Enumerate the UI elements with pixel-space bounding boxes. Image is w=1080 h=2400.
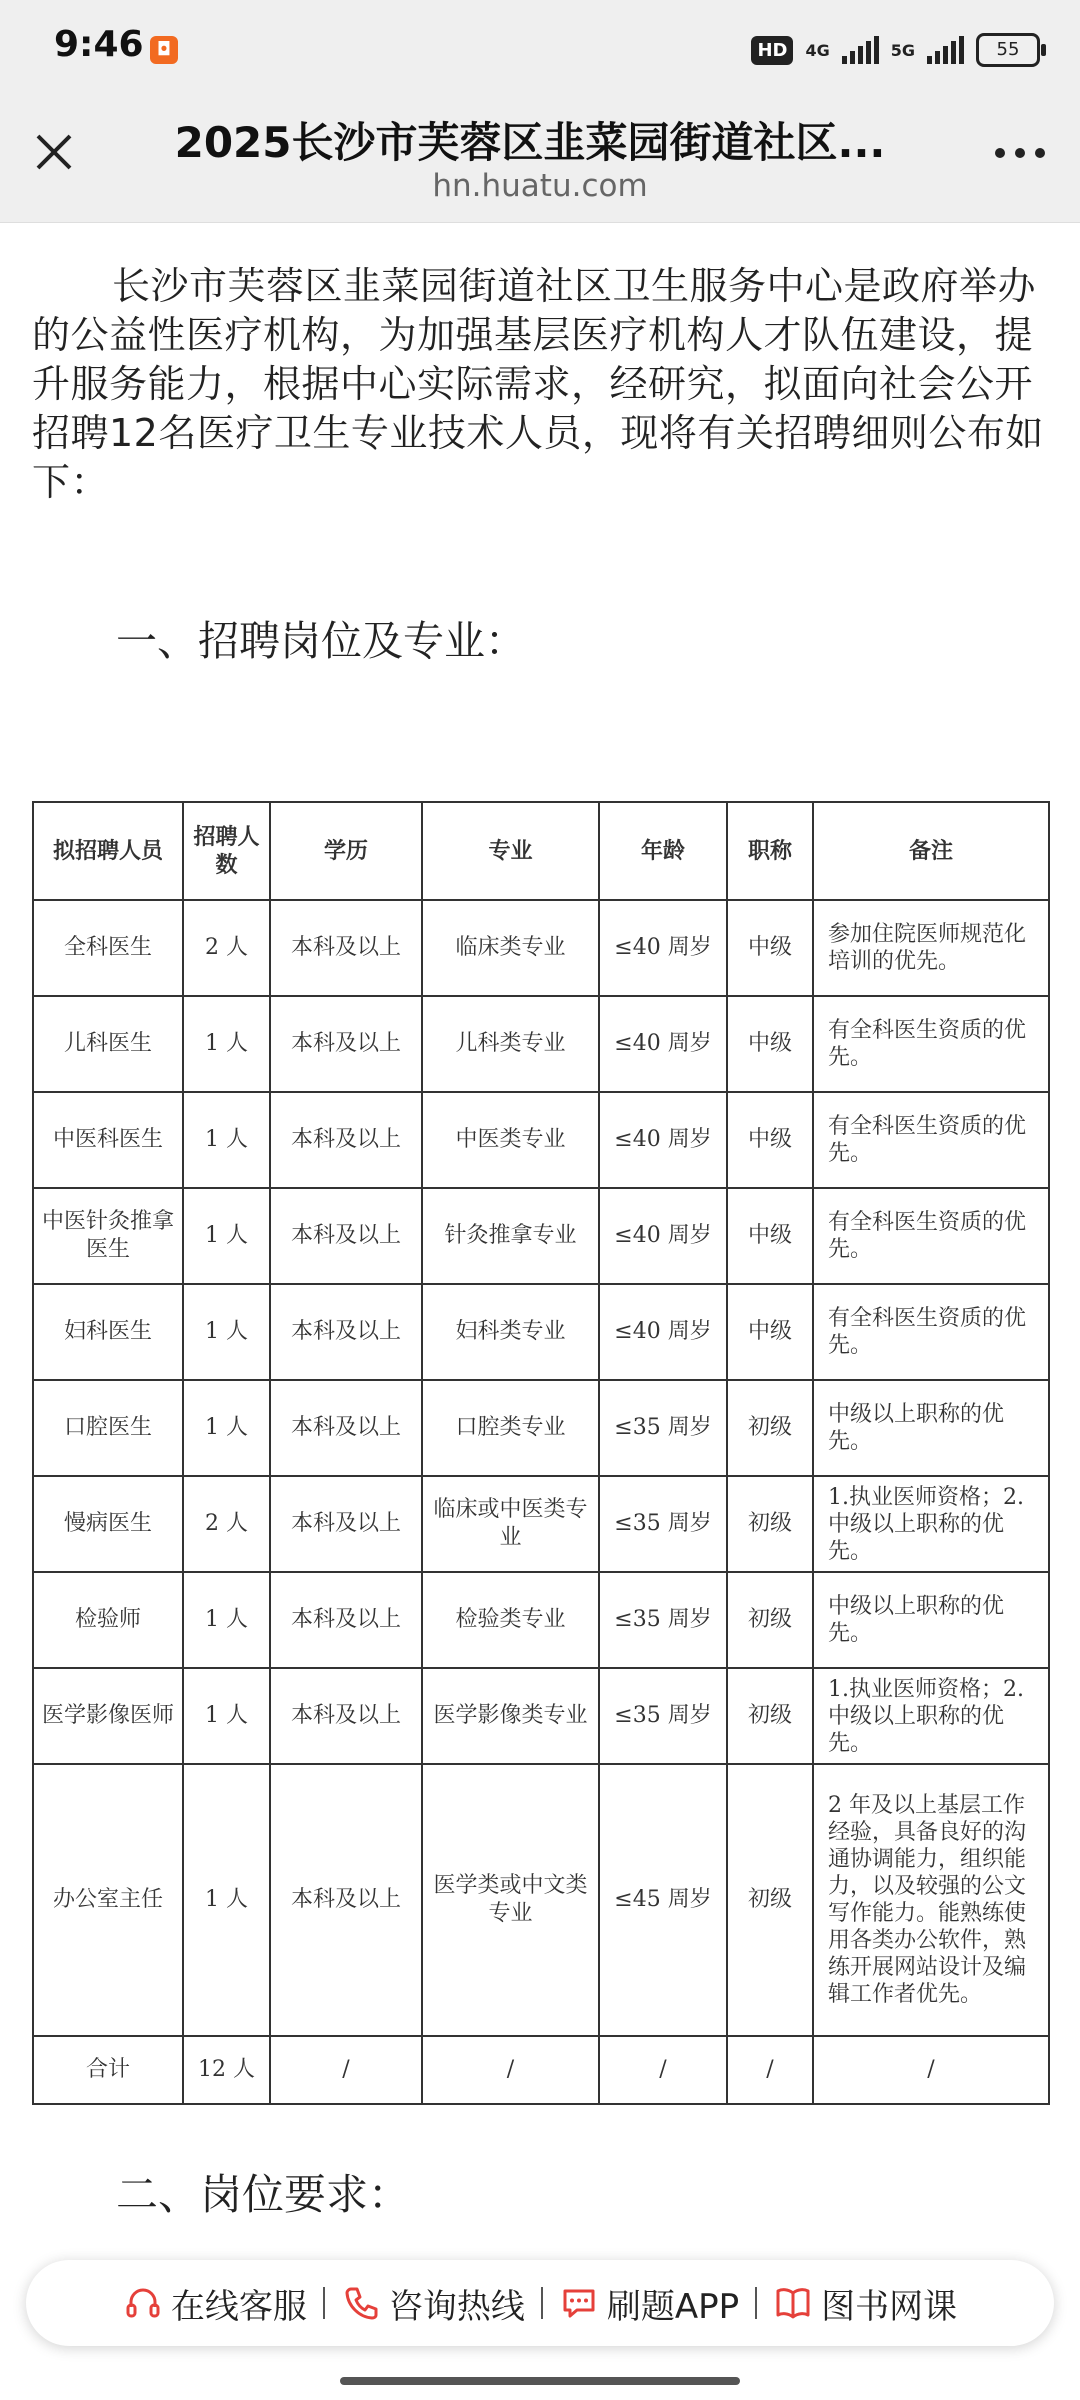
online-service-label: 在线客服 xyxy=(170,2286,307,2327)
status-indicators xyxy=(751,30,1040,70)
table-cell: 12 人 xyxy=(183,2036,270,2104)
table-cell-note: 有全科医生资质的优先。 xyxy=(813,996,1049,1092)
hotline-label: 咨询热线 xyxy=(388,2286,525,2327)
table-header-cell: 专业 xyxy=(422,802,599,900)
table-cell: 中医针灸推拿医生 xyxy=(33,1188,183,1284)
table-cell: 1 人 xyxy=(183,1572,270,1668)
article-body xyxy=(32,262,1048,666)
table-cell: 合计 xyxy=(33,2036,183,2104)
page-title: 2025长沙市芙蓉区韭菜园街道社区... xyxy=(174,118,886,167)
table-cell: 1 人 xyxy=(183,1668,270,1764)
table-cell: ≤40 周岁 xyxy=(599,996,727,1092)
table-row xyxy=(33,996,1049,1092)
table-cell-note: 中级以上职称的优先。 xyxy=(813,1380,1049,1476)
table-row xyxy=(33,1764,1049,2036)
table-cell: 中级 xyxy=(727,1188,813,1284)
table-cell: 本科及以上 xyxy=(270,1092,422,1188)
intro-paragraph: 长沙市芙蓉区韭菜园街道社区卫生服务中心是政府举办的公益性医疗机构，为加强基层医疗机构人才队伍建设，提升服务能力，根据中心实际需求，经研究，拟面向社会公开招聘12名医疗卫生专业技术人员，现将有关招聘细则公布如下： xyxy=(32,264,1044,504)
table-cell: 办公室主任 xyxy=(33,1764,183,2036)
table-cell: 初级 xyxy=(727,1476,813,1572)
table-cell: 初级 xyxy=(727,1380,813,1476)
table-cell-note: 2 年及以上基层工作经验，具备良好的沟通协调能力，组织能力，以及较强的公文写作能力。能熟练使用各类办公软件，熟练开展网站设计及编辑工作者优先。 xyxy=(813,1764,1049,2036)
table-cell: ≤40 周岁 xyxy=(599,1188,727,1284)
table-cell: ≤40 周岁 xyxy=(599,1092,727,1188)
table-cell: 1 人 xyxy=(183,1764,270,2036)
table-row xyxy=(33,1476,1049,1572)
table-cell: 儿科医生 xyxy=(33,996,183,1092)
book-icon xyxy=(773,2283,813,2323)
table-cell: 中级 xyxy=(727,1092,813,1188)
practice-app-button[interactable] xyxy=(543,2279,755,2328)
section-heading-1: 一、招聘岗位及专业： xyxy=(116,617,526,665)
table-cell: 慢病医生 xyxy=(33,1476,183,1572)
books-courses-button[interactable] xyxy=(757,2279,973,2328)
table-cell-note: 中级以上职称的优先。 xyxy=(813,1572,1049,1668)
table-cell: ≤35 周岁 xyxy=(599,1380,727,1476)
table-cell: ≤40 周岁 xyxy=(599,1284,727,1380)
table-cell-note: 参加住院医师规范化培训的优先。 xyxy=(813,900,1049,996)
table-header-cell: 招聘人数 xyxy=(183,802,270,900)
page-domain: hn.huatu.com xyxy=(432,168,648,204)
more-icon[interactable] xyxy=(990,138,1050,168)
table-cell: 口腔类专业 xyxy=(422,1380,599,1476)
table-header-cell: 年龄 xyxy=(599,802,727,900)
table-cell: 针灸推拿专业 xyxy=(422,1188,599,1284)
network-5g-label: 5G xyxy=(890,40,915,60)
table-row xyxy=(33,1188,1049,1284)
table-cell: 医学影像医师 xyxy=(33,1668,183,1764)
hd-icon: HD xyxy=(751,36,793,65)
table-cell: 儿科类专业 xyxy=(422,996,599,1092)
status-bar xyxy=(0,0,1080,98)
table-cell: 医学类或中文类专业 xyxy=(422,1764,599,2036)
table-total-row xyxy=(33,2036,1049,2104)
status-time: 9:46 xyxy=(54,24,144,65)
table-cell: 中医科医生 xyxy=(33,1092,183,1188)
table-cell: 中级 xyxy=(727,1284,813,1380)
table-cell: / xyxy=(813,2036,1049,2104)
bottom-action-bar xyxy=(26,2260,1054,2346)
table-cell: 1 人 xyxy=(183,1092,270,1188)
table-cell: 初级 xyxy=(727,1764,813,2036)
table-cell: 妇科医生 xyxy=(33,1284,183,1380)
network-4g-label: 4G xyxy=(805,40,830,60)
table-cell: / xyxy=(270,2036,422,2104)
table-cell: ≤40 周岁 xyxy=(599,900,727,996)
table-cell: 1 人 xyxy=(183,1284,270,1380)
table-cell-note: 1.执业医师资格；2.中级以上职称的优先。 xyxy=(813,1476,1049,1572)
table-cell: 1 人 xyxy=(183,1188,270,1284)
table-row xyxy=(33,1092,1049,1188)
table-row xyxy=(33,1380,1049,1476)
table-cell: 临床或中医类专业 xyxy=(422,1476,599,1572)
table-cell: 全科医生 xyxy=(33,900,183,996)
table-cell-note: 有全科医生资质的优先。 xyxy=(813,1188,1049,1284)
table-cell-note: 1.执业医师资格；2.中级以上职称的优先。 xyxy=(813,1668,1049,1764)
table-cell: 口腔医生 xyxy=(33,1380,183,1476)
table-cell: 中级 xyxy=(727,996,813,1092)
table-cell: ≤45 周岁 xyxy=(599,1764,727,2036)
table-row xyxy=(33,1284,1049,1380)
table-cell: 中医类专业 xyxy=(422,1092,599,1188)
section-heading-2: 二、岗位要求： xyxy=(116,2170,411,2219)
books-courses-label: 图书网课 xyxy=(821,2286,958,2327)
table-cell: 初级 xyxy=(727,1572,813,1668)
table-cell: 本科及以上 xyxy=(270,1380,422,1476)
table-cell-note: 有全科医生资质的优先。 xyxy=(813,1092,1049,1188)
table-header-cell: 学历 xyxy=(270,802,422,900)
table-cell: 中级 xyxy=(727,900,813,996)
hotline-button[interactable] xyxy=(325,2279,541,2328)
table-row xyxy=(33,1572,1049,1668)
table-cell-note: 有全科医生资质的优先。 xyxy=(813,1284,1049,1380)
table-cell: 初级 xyxy=(727,1668,813,1764)
table-cell: 妇科类专业 xyxy=(422,1284,599,1380)
app-notification-icon: ◘ xyxy=(150,36,178,64)
table-cell: / xyxy=(599,2036,727,2104)
table-cell: 医学影像类专业 xyxy=(422,1668,599,1764)
table-cell: ≤35 周岁 xyxy=(599,1668,727,1764)
table-cell: ≤35 周岁 xyxy=(599,1476,727,1572)
table-header-row xyxy=(33,802,1049,900)
table-cell: 1 人 xyxy=(183,996,270,1092)
table-cell: 本科及以上 xyxy=(270,1188,422,1284)
signal-icon xyxy=(842,36,879,64)
table-cell: 本科及以上 xyxy=(270,1284,422,1380)
chat-icon xyxy=(559,2283,599,2323)
table-cell: / xyxy=(727,2036,813,2104)
table-header-cell: 拟招聘人员 xyxy=(33,802,183,900)
recruitment-table xyxy=(32,801,1050,2105)
home-indicator[interactable] xyxy=(340,2377,740,2385)
table-cell: 本科及以上 xyxy=(270,1764,422,2036)
table-cell: 本科及以上 xyxy=(270,1668,422,1764)
browser-header xyxy=(0,98,1080,223)
table-header-cell: 职称 xyxy=(727,802,813,900)
table-row xyxy=(33,900,1049,996)
signal-icon-2 xyxy=(927,36,964,64)
table-row xyxy=(33,1668,1049,1764)
table-cell: 检验类专业 xyxy=(422,1572,599,1668)
battery-icon: 55 xyxy=(976,33,1040,67)
table-cell: 本科及以上 xyxy=(270,1476,422,1572)
table-cell: 1 人 xyxy=(183,1380,270,1476)
table-cell: 本科及以上 xyxy=(270,1572,422,1668)
table-cell: / xyxy=(422,2036,599,2104)
phone-icon xyxy=(341,2283,381,2323)
table-cell: 本科及以上 xyxy=(270,996,422,1092)
headset-icon xyxy=(123,2283,163,2323)
table-cell: 本科及以上 xyxy=(270,900,422,996)
online-service-button[interactable] xyxy=(107,2279,323,2328)
table-cell: 临床类专业 xyxy=(422,900,599,996)
table-cell: ≤35 周岁 xyxy=(599,1572,727,1668)
table-cell: 2 人 xyxy=(183,900,270,996)
table-cell: 检验师 xyxy=(33,1572,183,1668)
table-header-cell: 备注 xyxy=(813,802,1049,900)
table-cell: 2 人 xyxy=(183,1476,270,1572)
practice-app-label: 刷题APP xyxy=(606,2286,740,2327)
